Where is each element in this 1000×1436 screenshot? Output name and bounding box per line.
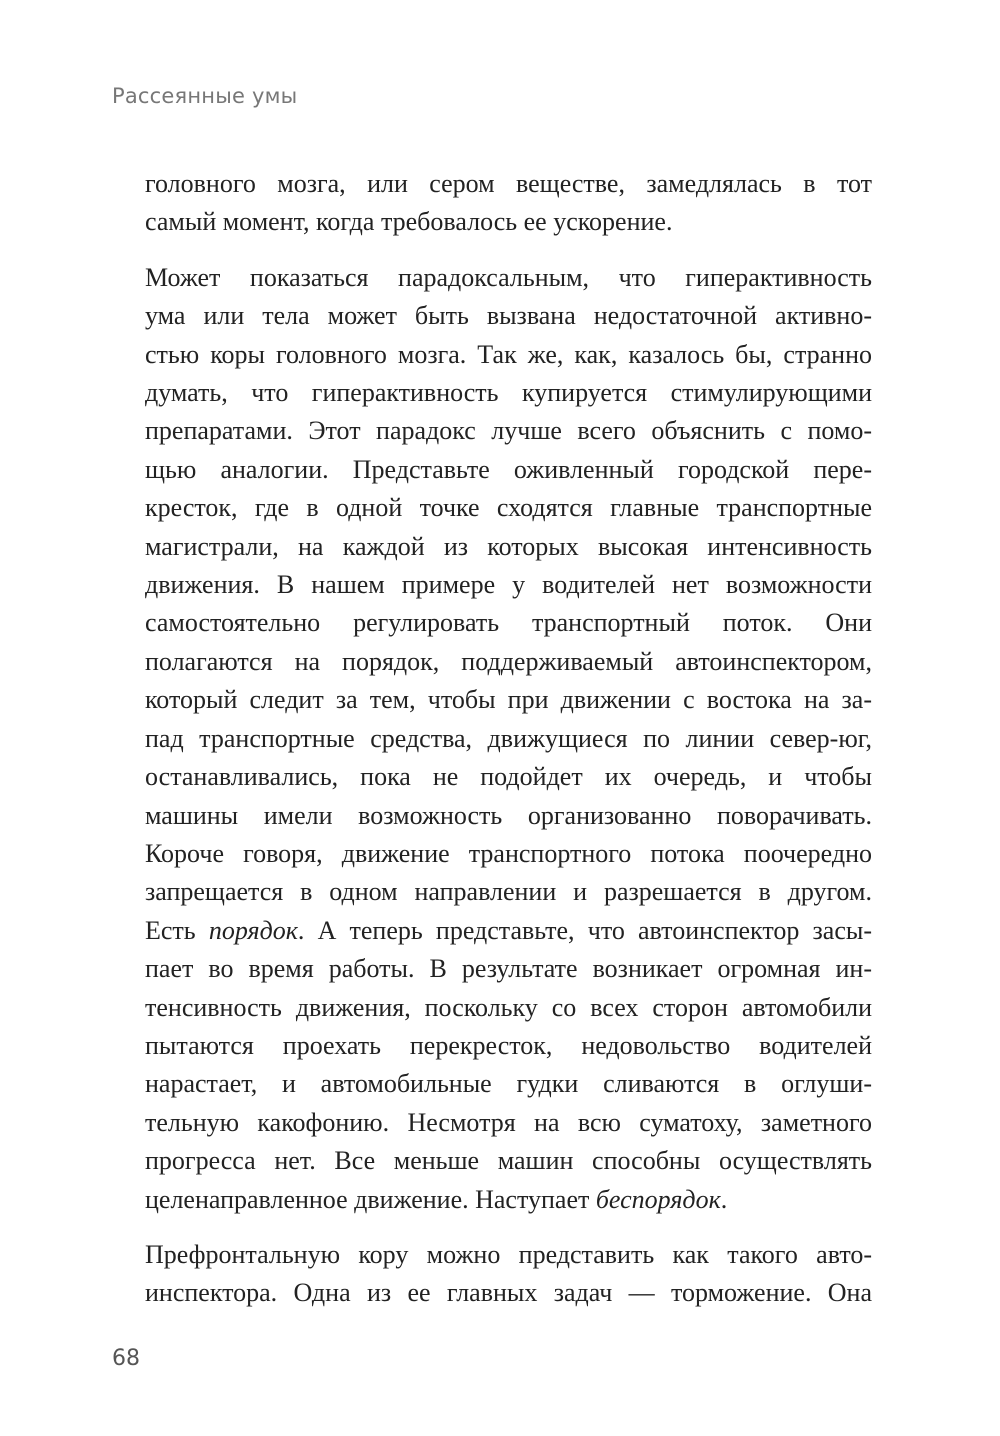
text-line: полагаются на порядок, поддерживаемый автоинспектором, bbox=[145, 646, 872, 676]
text-line: магистрали, на каждой из которых высокая интенсивность bbox=[145, 531, 872, 561]
text-line: Может показаться парадоксальным, что гиперактивность bbox=[145, 262, 872, 292]
text-line: который следит за тем, чтобы при движении с востока на за- bbox=[145, 685, 872, 715]
paragraph-gap bbox=[145, 1219, 872, 1236]
text-run: целенаправленное движение. Наступает bbox=[145, 1184, 596, 1214]
text-line: тельную какофонию. Несмотря на всю суматоху, заметного bbox=[145, 1107, 872, 1137]
text-line-mixed bbox=[145, 912, 872, 950]
text-line: движения. В нашем примере у водителей нет возможности bbox=[145, 570, 872, 600]
text-line: кресток, где в одной точке сходятся главные транспортные bbox=[145, 493, 872, 523]
text-line: пад транспортные средства, движущиеся по линии север-юг, bbox=[145, 723, 872, 753]
text-line: нарастает, и автомобильные гудки сливаются в оглуши- bbox=[145, 1069, 872, 1099]
text-line: Префронтальную кору можно представить как такого авто- bbox=[145, 1239, 872, 1269]
text-line: стью коры головного мозга. Так же, как, казалось бы, странно bbox=[145, 339, 872, 369]
text-line: головного мозга, или сером веществе, замедлялась в тот bbox=[145, 169, 872, 198]
text-line: самый момент, когда требовалось ее ускорение. bbox=[145, 207, 673, 237]
text-line: щью аналогии. Представьте оживленный городской пере- bbox=[145, 454, 872, 484]
text-line: думать, что гиперактивность купируется стимулирующими bbox=[145, 378, 872, 408]
text-line: ума или тела может быть вызвана недостаточной активно- bbox=[145, 301, 872, 331]
italic-emphasis: порядок bbox=[208, 915, 298, 945]
text-line: Короче говоря, движение транспортного потока поочередно bbox=[145, 838, 872, 868]
text-line: самостоятельно регулировать транспортный поток. Они bbox=[145, 608, 872, 638]
text-line: прогресса нет. Все меньше машин способны осуществлять bbox=[145, 1146, 872, 1176]
text-line: пытаются проехать перекресток, недовольство водителей bbox=[145, 1030, 872, 1060]
body-text bbox=[145, 165, 872, 1313]
paragraph-gap bbox=[145, 242, 872, 259]
text-line: запрещается в одном направлении и разрешается в другом. bbox=[145, 877, 872, 907]
text-run: . bbox=[720, 1184, 728, 1214]
text-line: препаратами. Этот парадокс лучше всего объяснить с помо- bbox=[145, 416, 872, 446]
text-line: машины имели возможность организованно поворачивать. bbox=[145, 800, 872, 830]
page-number: 68 bbox=[112, 1346, 140, 1371]
text-run: . А теперь представьте, что автоинспектор засы- bbox=[297, 915, 872, 945]
text-line: останавливались, пока не подойдет их очередь, и чтобы bbox=[145, 762, 872, 792]
text-line-mixed bbox=[145, 1181, 872, 1219]
text-line: тенсивность движения, поскольку со всех сторон автомобили bbox=[145, 992, 872, 1022]
text-run: Есть bbox=[145, 915, 209, 945]
text-line: пает во время работы. В результате возникает огромная ин- bbox=[145, 954, 872, 984]
italic-emphasis: беспорядок bbox=[595, 1184, 721, 1214]
text-line: инспектора. Одна из ее главных задач — торможение. Она bbox=[145, 1278, 872, 1308]
running-head: Рассеянные умы bbox=[112, 84, 298, 108]
